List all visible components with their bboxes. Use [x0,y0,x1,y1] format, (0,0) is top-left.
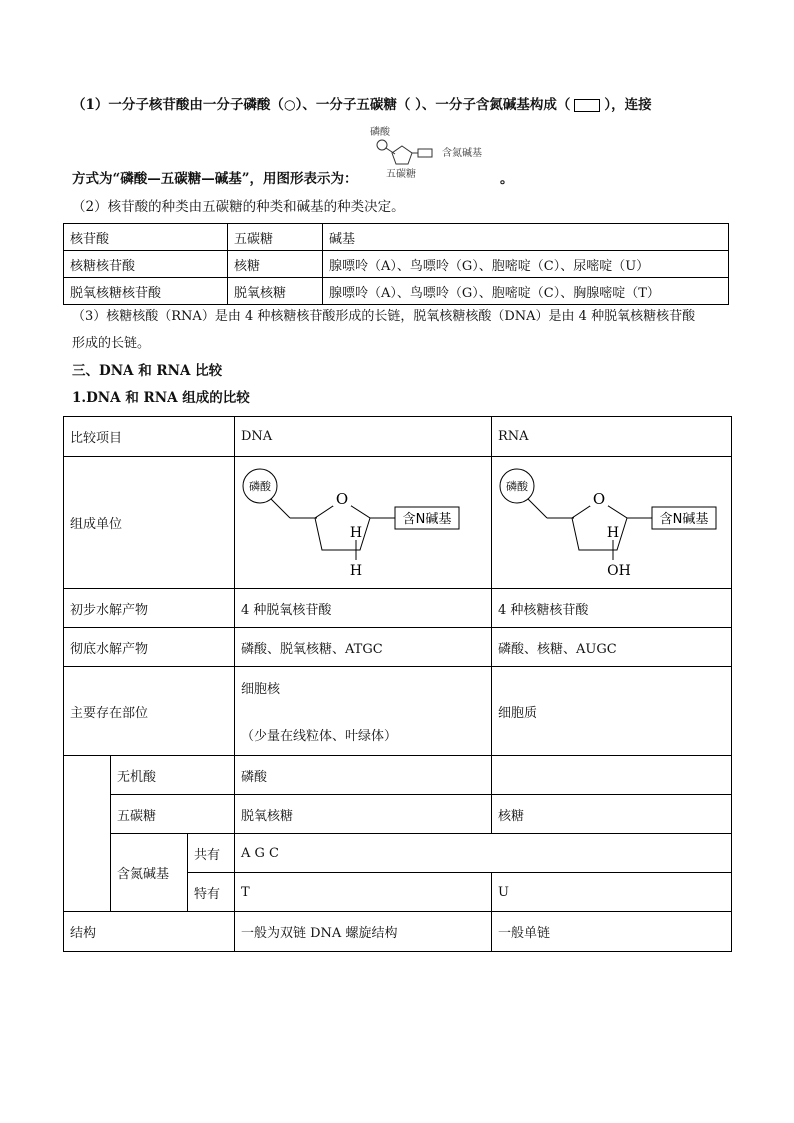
table-cell: 一般单链 [492,912,732,952]
table-row [64,457,732,589]
h-label: H [606,524,620,541]
table-cell [492,756,732,795]
nucleotide-type-table [63,223,729,305]
fig-sugar-label: 五碳糖 [386,169,416,180]
table-cell: 脱氧核糖核苷酸 [64,278,228,305]
table-row [64,756,732,795]
row-label: 初步水解产物 [64,589,235,628]
paragraph-1-cont: 方式为“磷酸—五碳糖—碱基”，用图形表示为： [72,171,358,187]
table-cell: 腺嘌呤（A）、鸟嘌呤（G）、胞嘧啶（C）、尿嘧啶（U） [323,251,729,278]
row-sublabel: 特有 [188,873,235,912]
dna-unit-cell [235,457,492,589]
row-label: 彻底水解产物 [64,628,235,667]
table-cell: 一般为双链 DNA 螺旋结构 [235,912,492,952]
paragraph-3-line2: 形成的长链。 [72,336,151,351]
table-row [64,224,729,251]
rna-nucleotide-diagram [492,458,729,588]
table-row [64,912,732,952]
h-label-upper: H [349,524,363,541]
table-cell: 脱氧核糖 [235,795,492,834]
ring-oxygen: O [335,489,349,508]
table-row [64,251,729,278]
table-row [64,278,729,305]
row-label: 无机酸 [111,756,235,795]
table-cell [235,667,492,756]
unit-label: 组成单位 [64,457,235,589]
paragraph-1-text: （1）一分子核苷酸由一分子磷酸（○）、一分子五碳糖（ ）、一分子含氮碱基构成（ [72,97,571,113]
fig-base-label: 含氮碱基 [442,148,482,159]
table-cell: 脱氧核糖 [228,278,323,305]
dna-nucleotide-diagram [235,458,491,588]
table-cell: 磷酸 [235,756,492,795]
rna-unit-cell [492,457,732,589]
fig-phosphate-label: 磷酸 [370,127,390,138]
row-label: 含氮碱基 [111,834,188,912]
row-label: 五碳糖 [111,795,235,834]
row-sublabel: 共有 [188,834,235,873]
row-label: 主要存在部位 [64,667,235,756]
table-row [64,834,732,873]
subsection-heading: 1.DNA 和 RNA 组成的比较 [72,390,250,406]
section-heading: 三、DNA 和 RNA 比较 [72,363,223,379]
fig-base-rect [418,149,432,157]
table-cell: T [235,873,492,912]
table-cell: 细胞质 [492,667,732,756]
h-label-lower: H [349,562,363,579]
composition-blank-cell [64,756,111,912]
header-dna: DNA [235,417,492,457]
header-rna: RNA [492,417,732,457]
table-row [64,795,732,834]
paragraph-2: （2）核苷酸的种类由五碳糖的种类和碱基的种类决定。 [72,199,405,215]
table-cell: 核糖 [228,251,323,278]
table-header-cell: 核苷酸 [64,224,228,251]
table-row [64,589,732,628]
paragraph-3-line1: （3）核糖核酸（RNA）是由 4 种核糖核苷酸形成的长链，脱氧核糖核酸（DNA）是由 4 种脱氧核糖核苷酸 [72,309,696,324]
location-main: 细胞核 [241,682,281,697]
table-row [64,628,732,667]
ring-oxygen: O [592,489,606,508]
table-cell: 4 种核糖核苷酸 [492,589,732,628]
row-label: 结构 [64,912,235,952]
table-cell: 核糖 [492,795,732,834]
base-label: 含N碱基 [402,511,452,527]
phosphate-label: 磷酸 [506,479,528,493]
table-cell: 腺嘌呤（A）、鸟嘌呤（G）、胞嘧啶（C）、胸腺嘧啶（T） [323,278,729,305]
table-header-cell: 五碳糖 [228,224,323,251]
phosphate-label: 磷酸 [249,479,271,493]
fig-phosphate-circle [377,140,387,150]
nucleotide-figure [362,124,502,180]
header-item: 比较项目 [64,417,235,457]
table-cell: 磷酸、核糖、AUGC [492,628,732,667]
paragraph-1 [72,95,652,115]
oh-label: OH [607,562,631,579]
table-row [64,417,732,457]
base-rect-symbol [574,99,600,112]
table-cell: A G C [235,834,732,873]
location-note: （少量在线粒体、叶绿体） [241,729,398,744]
table-row [64,667,732,756]
fig-sugar-pentagon [392,146,412,164]
paragraph-1-end: ），连接 [604,97,652,113]
base-label: 含N碱基 [659,511,709,527]
table-header-cell: 碱基 [323,224,729,251]
table-cell: 4 种脱氧核苷酸 [235,589,492,628]
table-cell: 核糖核苷酸 [64,251,228,278]
table-cell: 磷酸、脱氧核糖、ATGC [235,628,492,667]
dna-rna-comparison-table [63,416,732,952]
table-cell: U [492,873,732,912]
paragraph-1-period: 。 [500,171,514,187]
